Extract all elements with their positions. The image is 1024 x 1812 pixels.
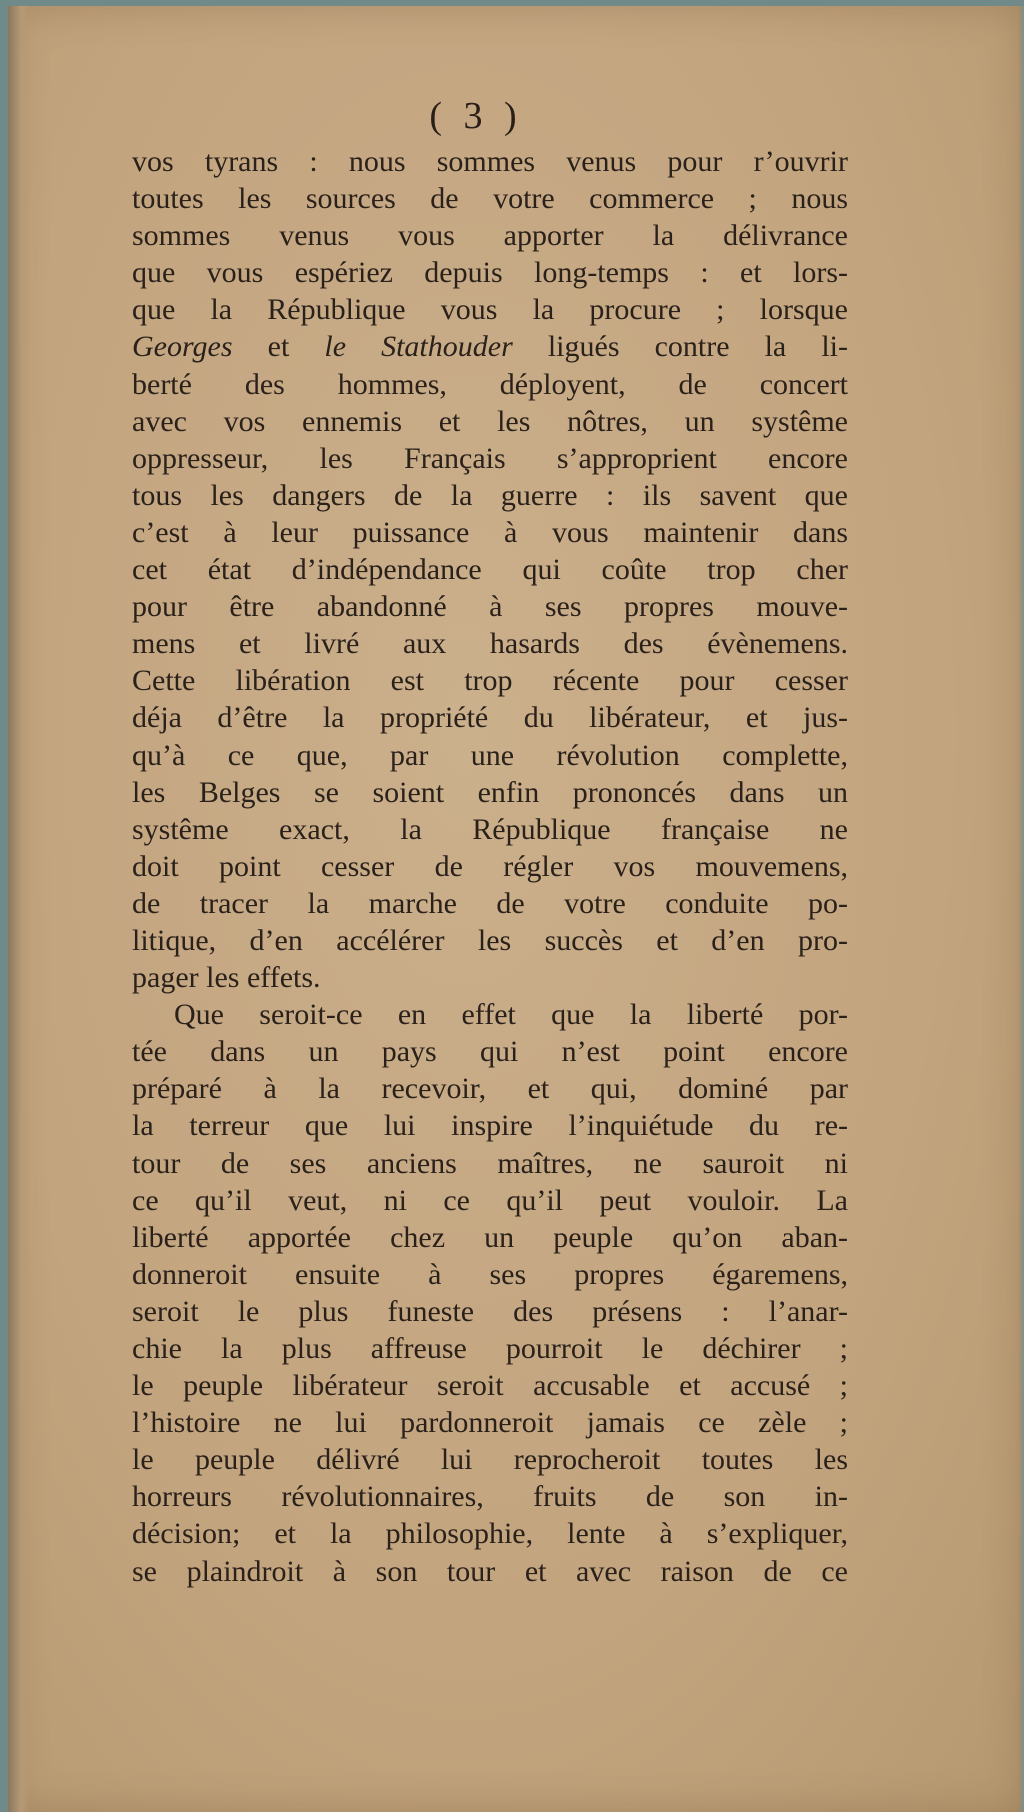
text-line: décision; et la philosophie, lente à s’expliquer,: [132, 1517, 848, 1551]
text-line: sommes venus vous apporter la délivrance: [132, 219, 848, 253]
text-line: toutes les sources de votre commerce ; nous: [132, 182, 848, 216]
text-line: chie la plus affreuse pourroit le déchirer ;: [132, 1332, 848, 1365]
text-line: seroit le plus funeste des présens : l’anar-: [132, 1294, 848, 1328]
text-line: tour de ses anciens maîtres, ne sauroit ni: [132, 1146, 848, 1180]
page-edge: [1018, 6, 1024, 1812]
text-line: que vous espériez depuis long-temps : et lors-: [132, 256, 848, 290]
text-line: l’histoire ne lui pardonneroit jamais ce zèle ;: [132, 1406, 848, 1440]
text-line: se plaindroit à son tour et avec raison de ce: [132, 1554, 848, 1588]
text-line: de tracer la marche de votre conduite po-: [132, 886, 848, 920]
text-line: avec vos ennemis et les nôtres, un systême: [132, 404, 848, 438]
text-line: mens et livré aux hasards des évènemens.: [132, 627, 848, 661]
text-line: ce qu’il veut, ni ce qu’il peut vouloir. La: [132, 1183, 848, 1217]
text-line: le peuple délivré lui reprocheroit toutes les: [132, 1443, 848, 1477]
text-line: déja d’être la propriété du libérateur, et jus-: [132, 701, 848, 735]
text-line: liberté apportée chez un peuple qu’on aban-: [132, 1220, 848, 1254]
text-line: le peuple libérateur seroit accusable et accusé ;: [132, 1369, 848, 1403]
text-line: qu’à ce que, par une révolution complette,: [132, 738, 848, 772]
text-line: vos tyrans : nous sommes venus pour r’ouvrir: [132, 145, 848, 178]
text-line: oppresseur, les Français s’approprient encore: [132, 441, 848, 475]
document-page: [8, 6, 1024, 1812]
text-line: donneroit ensuite à ses propres égaremens,: [132, 1257, 848, 1291]
text-line: c’est à leur puissance à vous maintenir dans: [132, 515, 848, 549]
text-line: préparé à la recevoir, et qui, dominé par: [132, 1072, 848, 1106]
text-line: doit point cesser de régler vos mouvemens,: [132, 849, 848, 883]
text-line: les Belges se soient enfin prononcés dans un: [132, 775, 848, 809]
binding-shadow: [8, 6, 30, 1812]
text-line: Cette libération est trop récente pour cesser: [132, 664, 848, 698]
text-line: litique, d’en accélérer les succès et d’en pro-: [132, 923, 848, 957]
text-line: Que seroit-ce en effet que la liberté por-: [174, 998, 848, 1032]
text-line: Georges et le Stathouder ligués contre la li-: [132, 330, 848, 364]
text-line: berté des hommes, déployent, de concert: [132, 367, 848, 401]
text-line: que la République vous la procure ; lorsque: [132, 293, 848, 327]
text-line: tous les dangers de la guerre : ils savent que: [132, 478, 848, 512]
text-line: pager les effets.: [132, 961, 321, 995]
text-line: systême exact, la République française ne: [132, 812, 848, 846]
text-line: la terreur que lui inspire l’inquiétude du re-: [132, 1109, 848, 1143]
text-line: pour être abandonné à ses propres mouve-: [132, 590, 848, 624]
text-line: tée dans un pays qui n’est point encore: [132, 1035, 848, 1069]
text-line: cet état d’indépendance qui coûte trop cher: [132, 553, 848, 587]
text-line: horreurs révolutionnaires, fruits de son in-: [132, 1480, 848, 1514]
page-number: ( 3 ): [429, 95, 523, 137]
body-text: [132, 143, 848, 1590]
